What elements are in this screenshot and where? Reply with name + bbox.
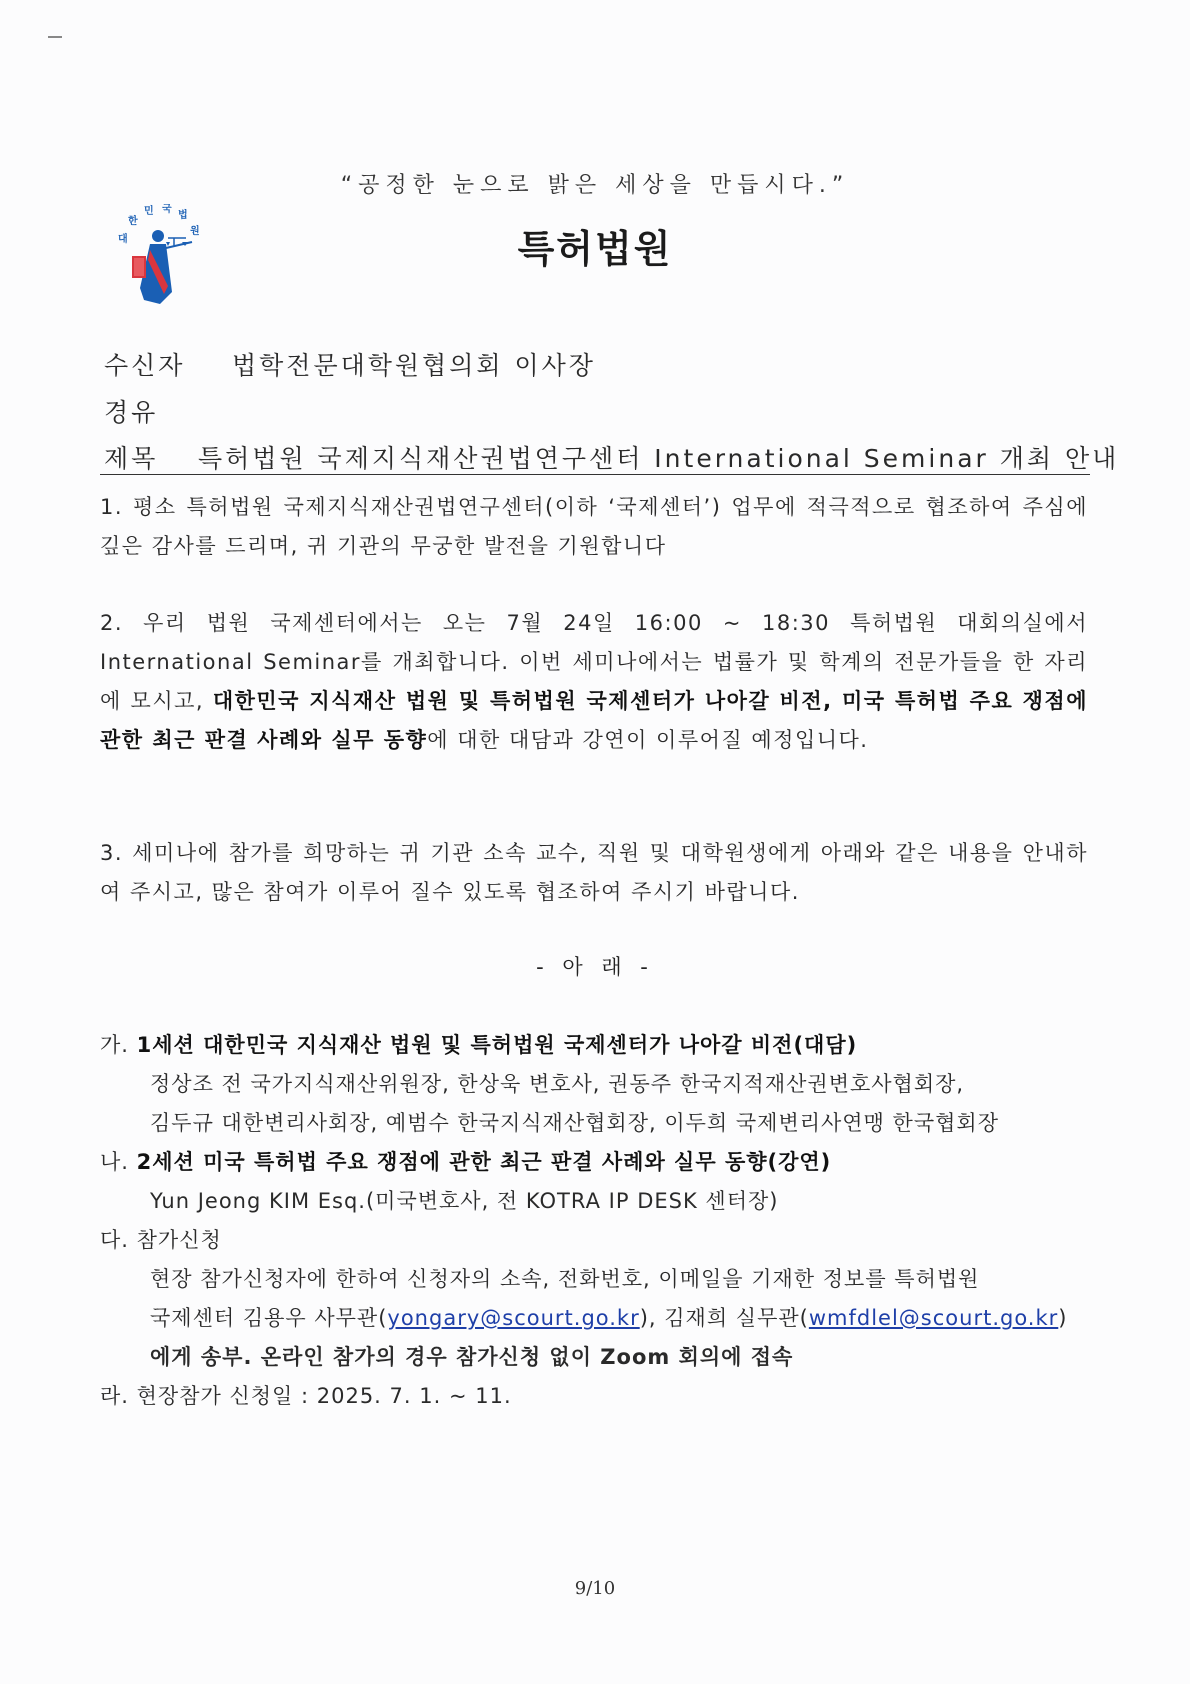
paragraph-2 <box>100 604 1088 760</box>
item-na-title: 2세션 미국 특허법 주요 쟁점에 관한 최근 판결 사례와 실무 동향(강연) <box>136 1150 832 1174</box>
slogan: “공정한 눈으로 밝은 세상을 만듭시다.” <box>340 173 850 198</box>
recipient-value: 법학전문대학원협의회 이사장 <box>232 351 596 380</box>
logo-char-5: 법 <box>178 210 188 221</box>
item-na-line-1: Yun Jeong KIM Esq.(미국변호사, 전 KOTRA IP DESK 센터장) <box>150 1189 779 1213</box>
paragraph-2-emphasis: 대한민국 지식재산 법원 및 특허법원 국제센터가 나아갈 비전, 미국 특허법 주요 쟁점에 관한 최근 판결 사례와 실무 동향 <box>100 689 1088 752</box>
item-ga-title: 1세션 대한민국 지식재산 법원 및 특허법원 국제센터가 나아갈 비전(대담) <box>136 1033 858 1057</box>
item-ga-prefix: 가. <box>100 1033 137 1057</box>
email-link-kim-yongwoo[interactable]: yongary@scourt.go.kr <box>387 1306 640 1330</box>
item-da-line-2-a: 국제센터 김용우 사무관( <box>150 1306 388 1330</box>
paragraph-1: 1. 평소 특허법원 국제지식재산권법연구센터(이하 ‘국제센터’) 업무에 적극적으로 협조하여 주심에 깊은 감사를 드리며, 귀 기관의 무궁한 발전을 기원합니다 <box>100 495 1088 558</box>
paragraph-2-text-c: 에 대한 대담과 강연이 이루어질 예정입니다. <box>427 728 869 752</box>
item-da: 다. 참가신청 <box>100 1228 222 1252</box>
item-ga-line-2: 김두규 대한변리사회장, 예범수 한국지식재산협회장, 이두희 국제변리사연맹 한국협회장 <box>150 1111 999 1135</box>
item-da-line-2 <box>100 1299 1138 1338</box>
email-link-kim-jaehee[interactable]: wmfdlel@scourt.go.kr <box>808 1306 1059 1330</box>
item-da-line-2-c: ) <box>1058 1306 1068 1330</box>
item-ga <box>100 1026 1088 1065</box>
below-mark: - 아 래 - <box>536 955 654 979</box>
item-na <box>100 1143 1088 1182</box>
recipient-label: 수신자 <box>104 351 186 380</box>
item-da-line-2-b: ), 김재희 실무관( <box>639 1306 809 1330</box>
logo-char-3: 민 <box>144 206 154 217</box>
recipient-row <box>104 346 596 382</box>
logo-char-1: 대 <box>118 234 128 245</box>
subject-value: 특허법원 국제지식재산권법연구센터 International Seminar 개최 안내 <box>198 444 1120 473</box>
scan-mark <box>48 36 62 38</box>
item-ra: 라. 현장참가 신청일 : 2025. 7. 1. ~ 11. <box>100 1384 512 1408</box>
org-name: 특허법원 <box>517 227 673 271</box>
paragraph-3: 3. 세미나에 참가를 희망하는 귀 기관 소속 교수, 직원 및 대학원생에게 아래와 같은 내용을 안내하여 주시고, 많은 참여가 이루어 질수 있도록 협조하여 주시기 바랍니다. <box>100 841 1088 904</box>
item-da-line-3: 에게 송부. 온라인 참가의 경우 참가신청 없이 Zoom 회의에 접속 <box>150 1345 794 1369</box>
paragraph-2-text-a: 2. 우리 법원 국제센터에서는 오는 7월 24일 16:00 ~ 18:30 특허법원 대회의실에서 International Seminar를 개최합니다. 이번 세미나에서는 법률가 및 학계의 전문가들을 한 자리에 모시고, <box>100 611 1088 713</box>
logo-char-4: 국 <box>162 204 172 215</box>
item-da-line-1: 현장 참가신청자에 한하여 신청자의 소속, 전화번호, 이메일을 기재한 정보를 특허법원 <box>150 1267 980 1291</box>
subject-divider <box>100 474 1090 475</box>
logo-char-2: 한 <box>128 216 138 227</box>
page-number: 9/10 <box>574 1578 616 1599</box>
item-ga-line-1: 정상조 전 국가지식재산위원장, 한상욱 변호사, 권동주 한국지적재산권변호사협회장, <box>150 1072 965 1096</box>
via-label: 경유 <box>104 398 159 427</box>
via-row <box>104 393 232 429</box>
logo-char-6: 원 <box>190 226 200 237</box>
item-na-prefix: 나. <box>100 1150 137 1174</box>
subject-label: 제목 <box>104 444 159 473</box>
subject-row <box>104 439 1119 475</box>
